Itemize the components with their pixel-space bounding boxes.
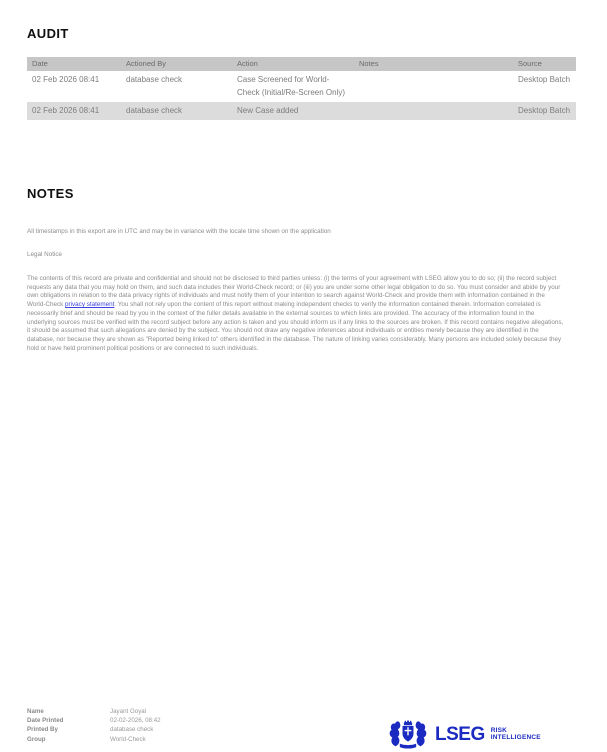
lseg-wordmark: LSEG: [435, 723, 485, 745]
legal-paragraph: [27, 275, 564, 353]
column-header-date: Date: [32, 59, 48, 68]
cell-notes: [354, 71, 513, 102]
cell-source: Desktop Batch: [518, 106, 571, 115]
logo-subtitle-risk: RISK: [490, 726, 508, 734]
privacy-statement-link[interactable]: privacy statement: [65, 301, 115, 309]
legal-text-after-link: . You shall not rely upon the content of this report without making independent checks to verify the information contained therein. Information correlated is necessarily brief and should be read by you in the context of the fuller details available in the external sources to which links are provided. The accuracy of the information found in the underlying sources must be verified with the record subject before any action is taken and you should inform us if any links to the sources are broken. If this record contains negative allegations, it should be assumed that such allegations are denied by the subject. You should not draw any negative inferences about individuals or entities merely because they are identified in the database, nor because they are shown as "Reported being linked to" others identified in the database. The nature of linking varies considerably. Many persons are included solely because they hold or have held prominent political positions or are connected to such individuals.: [27, 301, 564, 352]
column-header-action: Action: [237, 59, 258, 68]
column-header-source: Source: [518, 59, 542, 68]
field-value: database check: [110, 726, 154, 734]
field-value: Jayant Goyal: [110, 708, 147, 715]
field-label: Group: [27, 735, 46, 743]
footer-field-name: [27, 707, 161, 716]
legal-text-before-link: The contents of this record are private and confidential and should not be disclosed to third parties unless: (i) the terms of your agreement with LSEG allow you to do so; (ii) the record subject requests any data that you may hold on them, and such data includes their World-Check record; or (iii) you are under some other legal obligation to do so. You must consider and abide by your own obligations in relation to the data privacy rights of individuals and must notify them of your intention to search against World-Check and provide them with information contained in the World-Check: [27, 275, 561, 309]
field-label: Printed By: [27, 726, 58, 734]
logo-subtitle-intelligence: INTELLIGENCE: [490, 734, 541, 741]
legal-notice-label: Legal Notice: [27, 251, 63, 258]
field-label: Name: [27, 708, 44, 715]
notes-section-title: NOTES: [27, 186, 74, 201]
field-label: Date Printed: [27, 717, 64, 725]
lseg-logo-subtitle: [491, 727, 541, 742]
cell-actioned-by: database check: [126, 75, 183, 84]
column-header-notes: Notes: [359, 59, 379, 68]
cell-action: New Case added: [237, 106, 299, 115]
footer-field-date-printed: [27, 716, 161, 725]
cell-source: Desktop Batch: [518, 75, 571, 84]
cell-date: 02 Feb 2026 08:41: [32, 75, 100, 84]
field-value: 02-02-2026, 08:42: [110, 717, 161, 725]
footer-field-group: [27, 735, 161, 744]
audit-table: [27, 57, 576, 120]
footer-print-metadata: [27, 707, 161, 744]
field-value: World-Check: [110, 735, 146, 743]
column-header-actioned-by: Actioned By: [126, 59, 167, 68]
cell-action: Case Screened for World-Check (Initial/Re-Screen Only): [237, 75, 346, 97]
table-row: [27, 102, 576, 120]
cell-notes: [354, 102, 513, 120]
audit-table-header-row: [27, 57, 576, 71]
footer-field-printed-by: [27, 725, 161, 734]
cell-date: 02 Feb 2026 08:41: [32, 106, 100, 115]
timestamp-note: All timestamps in this export are in UTC and may be in variance with the locale time shown on the application: [27, 228, 331, 235]
audit-section-title: AUDIT: [27, 26, 69, 41]
lseg-logo: [386, 719, 541, 749]
lseg-crest-icon: [386, 719, 430, 749]
table-row: [27, 71, 576, 102]
cell-actioned-by: database check: [126, 106, 183, 115]
